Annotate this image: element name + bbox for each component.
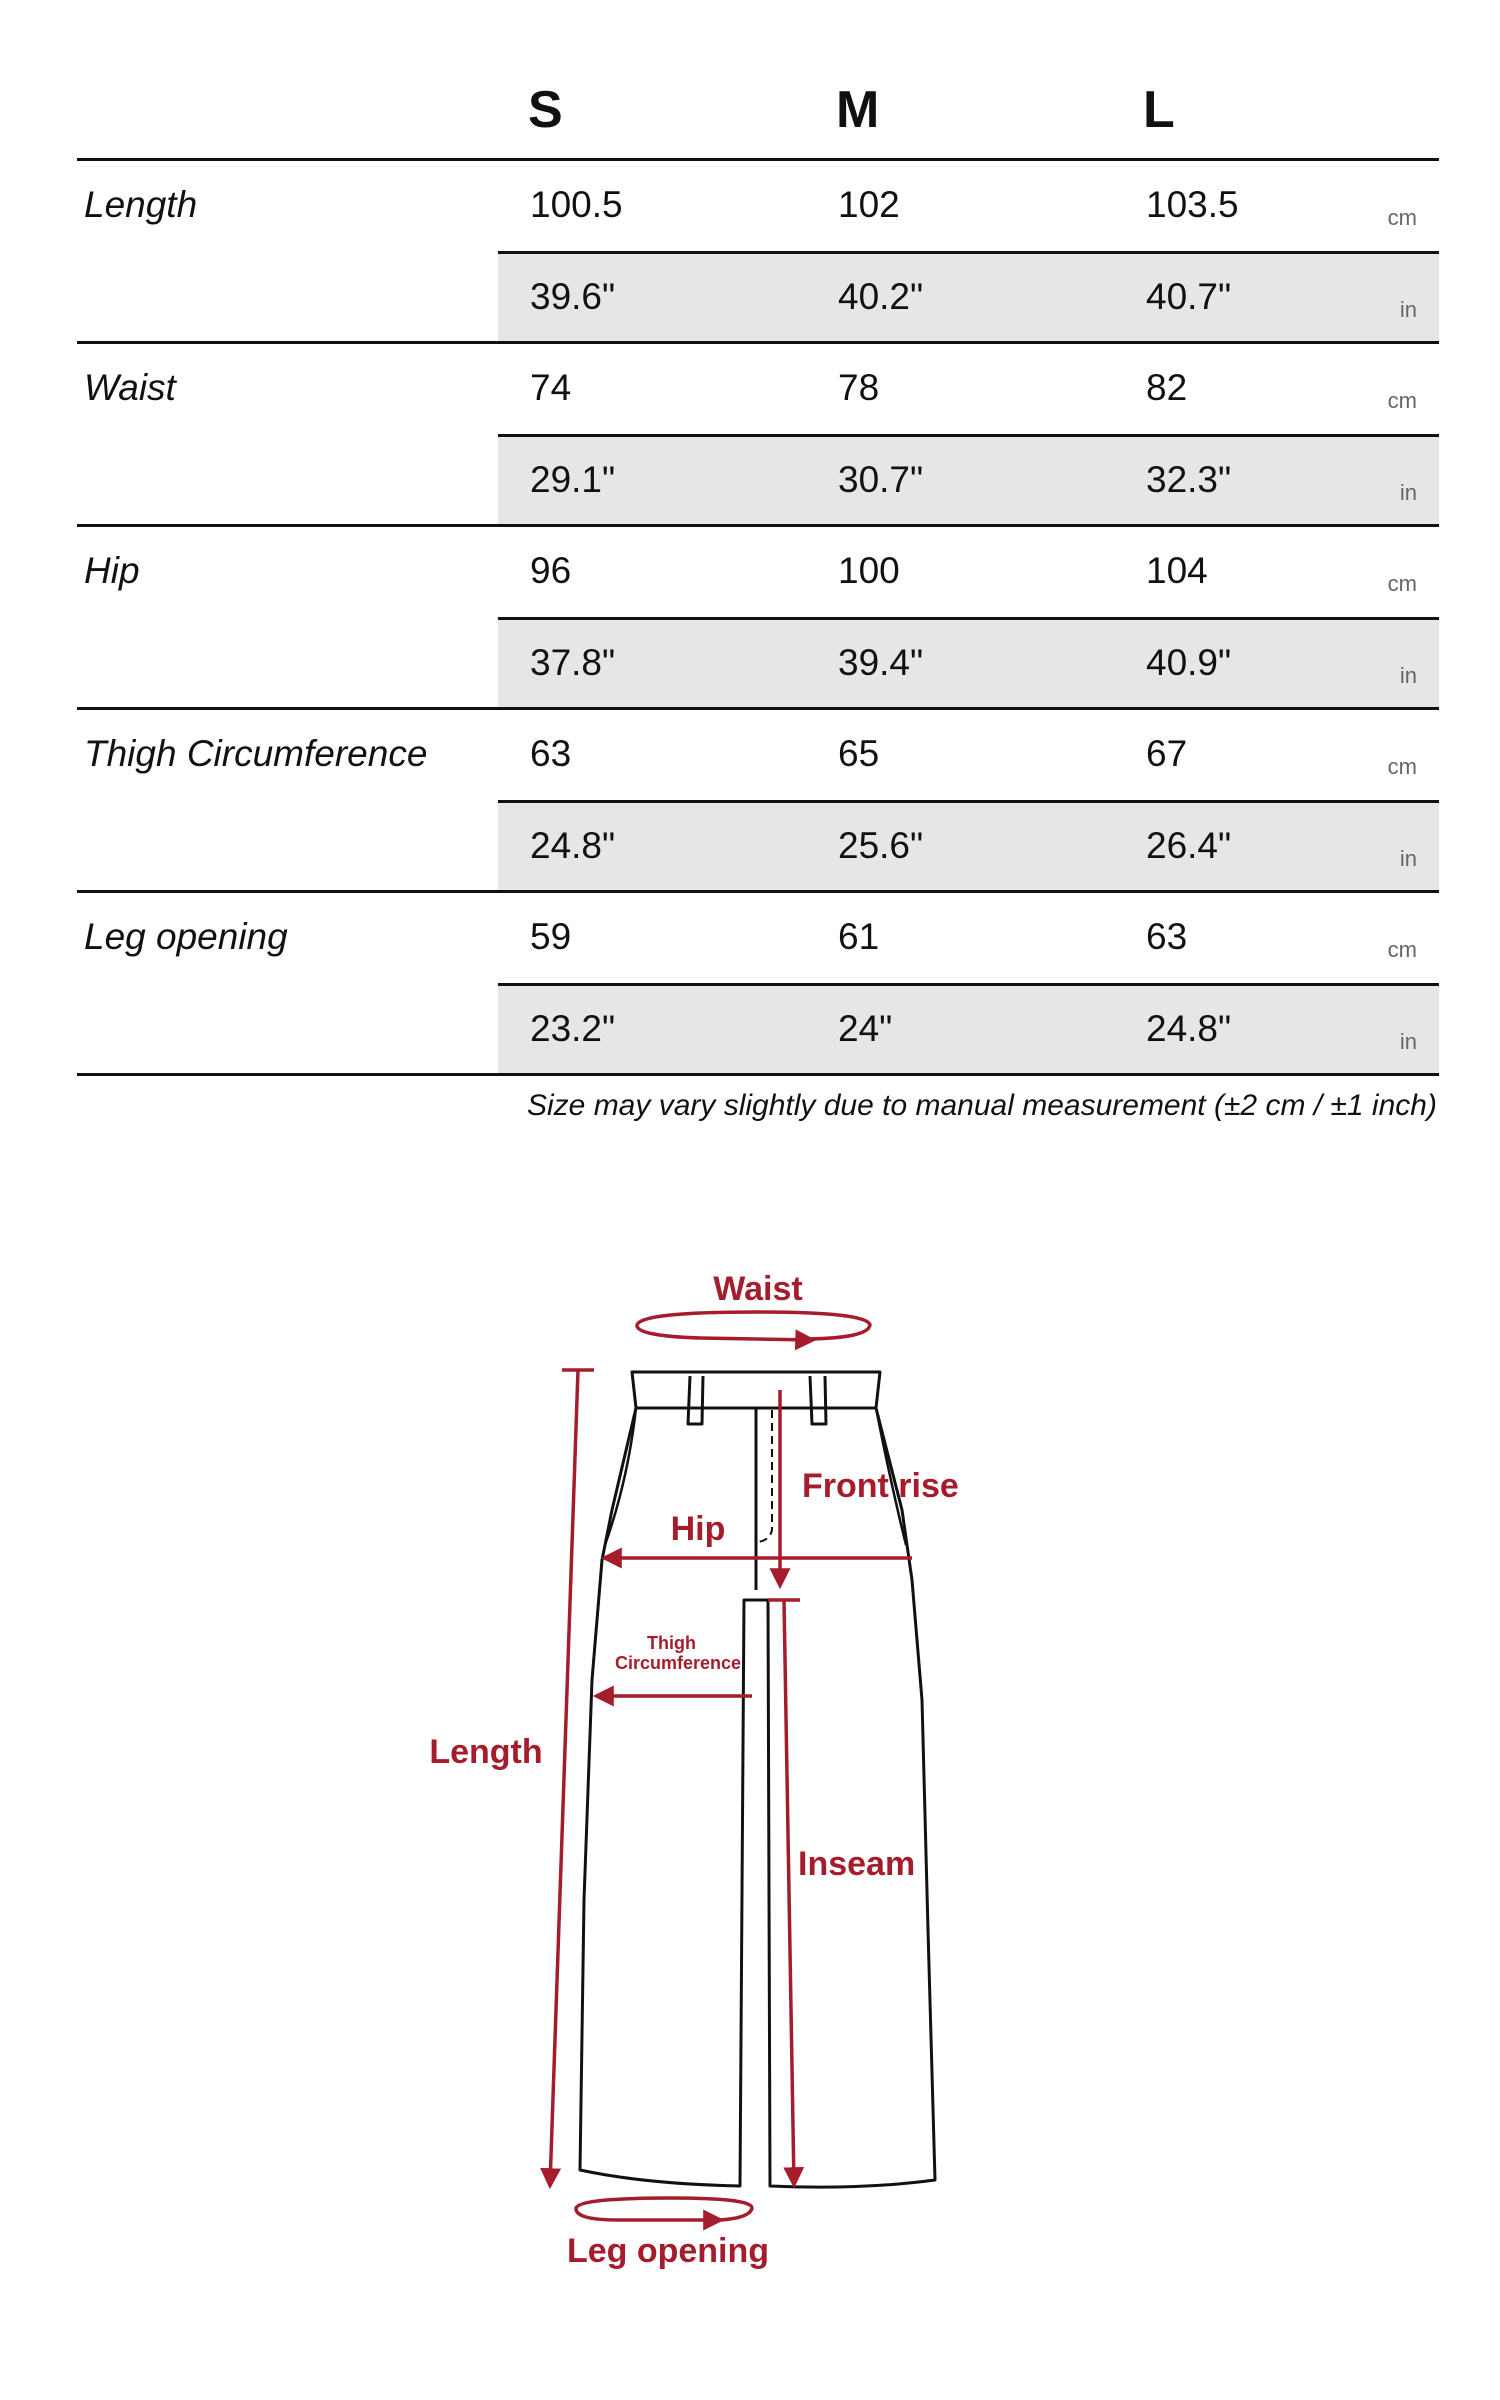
unit-in: in [1399, 1029, 1417, 1054]
cell-leg-m-cm: 61 [838, 916, 880, 957]
cell-length-l-cm: 103.5 [1146, 184, 1239, 225]
diagram-label-leg-opening: Leg opening [566, 2232, 770, 2270]
cell-leg-l-in: 24.8" [1146, 1008, 1232, 1049]
pants-measurement-diagram [0, 1200, 1500, 2300]
unit-cm: cm [1387, 205, 1417, 230]
cell-hip-m-cm: 100 [838, 550, 900, 591]
cell-hip-l-in: 40.9" [1146, 642, 1232, 683]
waistband [632, 1372, 880, 1408]
row-label-length: Length [84, 184, 198, 225]
waist-arrow [637, 1312, 870, 1340]
table-rule [77, 1073, 1439, 1076]
table-rule [77, 890, 1439, 893]
diagram-label-inseam: Inseam [798, 1845, 916, 1883]
unit-in: in [1399, 663, 1417, 688]
cell-length-m-in: 40.2" [838, 276, 924, 317]
cell-length-l-in: 40.7" [1146, 276, 1232, 317]
table-rule [77, 524, 1439, 527]
diagram-label-thigh [615, 1633, 741, 1673]
cell-thigh-l-in: 26.4" [1146, 825, 1232, 866]
leg-opening-arrow [576, 2198, 752, 2220]
diagram-label-hip: Hip [670, 1510, 726, 1548]
unit-in: in [1399, 480, 1417, 505]
table-rule [77, 158, 1439, 161]
table-rule [77, 341, 1439, 344]
cell-hip-m-in: 39.4" [838, 642, 924, 683]
table-subrule [498, 251, 1439, 254]
diagram-label-length: Length [429, 1733, 543, 1771]
row-label-hip: Hip [84, 550, 140, 591]
cell-length-m-cm: 102 [838, 184, 900, 225]
cell-length-s-cm: 100.5 [530, 184, 623, 225]
size-header-l: L [1143, 81, 1175, 139]
row-label-leg-opening: Leg opening [84, 916, 288, 957]
unit-cm: cm [1387, 388, 1417, 413]
inch-band-leg [498, 985, 1439, 1073]
belt-loop [688, 1376, 703, 1424]
cell-thigh-s-in: 24.8" [530, 825, 616, 866]
unit-in: in [1399, 846, 1417, 871]
inch-band-waist [498, 436, 1439, 524]
cell-waist-l-cm: 82 [1146, 367, 1188, 408]
thigh-label-line2: Circumference [614, 1653, 742, 1673]
cell-thigh-m-cm: 65 [838, 733, 880, 774]
table-subrule [498, 983, 1439, 986]
size-header-s: S [528, 81, 563, 139]
measurement-note: Size may vary slightly due to manual measurement (±2 cm / ±1 inch) [527, 1089, 1437, 1122]
inch-band-length [498, 253, 1439, 341]
inseam-arrow [768, 1600, 800, 2184]
cell-waist-l-in: 32.3" [1146, 459, 1232, 500]
cell-leg-s-in: 23.2" [530, 1008, 616, 1049]
table-subrule [498, 434, 1439, 437]
cell-thigh-l-cm: 67 [1146, 733, 1188, 774]
diagram-label-front-rise: Front rise [802, 1467, 959, 1505]
cell-length-s-in: 39.6" [530, 276, 616, 317]
cell-waist-s-in: 29.1" [530, 459, 616, 500]
row-label-thigh: Thigh Circumference [84, 733, 428, 774]
cell-leg-l-cm: 63 [1146, 916, 1188, 957]
unit-cm: cm [1387, 754, 1417, 779]
table-subrule [498, 800, 1439, 803]
cell-waist-m-cm: 78 [838, 367, 880, 408]
inch-band-thigh [498, 802, 1439, 890]
unit-cm: cm [1387, 937, 1417, 962]
size-header-m: M [836, 81, 880, 139]
table-subrule [498, 617, 1439, 620]
thigh-label-line1: Thigh [647, 1633, 696, 1653]
cell-leg-m-in: 24" [838, 1008, 893, 1049]
cell-hip-l-cm: 104 [1146, 550, 1208, 591]
belt-loop [810, 1376, 826, 1424]
cell-waist-m-in: 30.7" [838, 459, 924, 500]
cell-hip-s-in: 37.8" [530, 642, 616, 683]
unit-in: in [1399, 297, 1417, 322]
diagram-label-waist: Waist [713, 1270, 803, 1308]
cell-waist-s-cm: 74 [530, 367, 572, 408]
cell-thigh-m-in: 25.6" [838, 825, 924, 866]
cell-thigh-s-cm: 63 [530, 733, 572, 774]
cell-hip-s-cm: 96 [530, 550, 572, 591]
cell-leg-s-cm: 59 [530, 916, 572, 957]
fly-stitch [758, 1410, 772, 1542]
unit-cm: cm [1387, 571, 1417, 596]
inch-band-hip [498, 619, 1439, 707]
row-label-waist: Waist [84, 367, 176, 408]
table-rule [77, 707, 1439, 710]
